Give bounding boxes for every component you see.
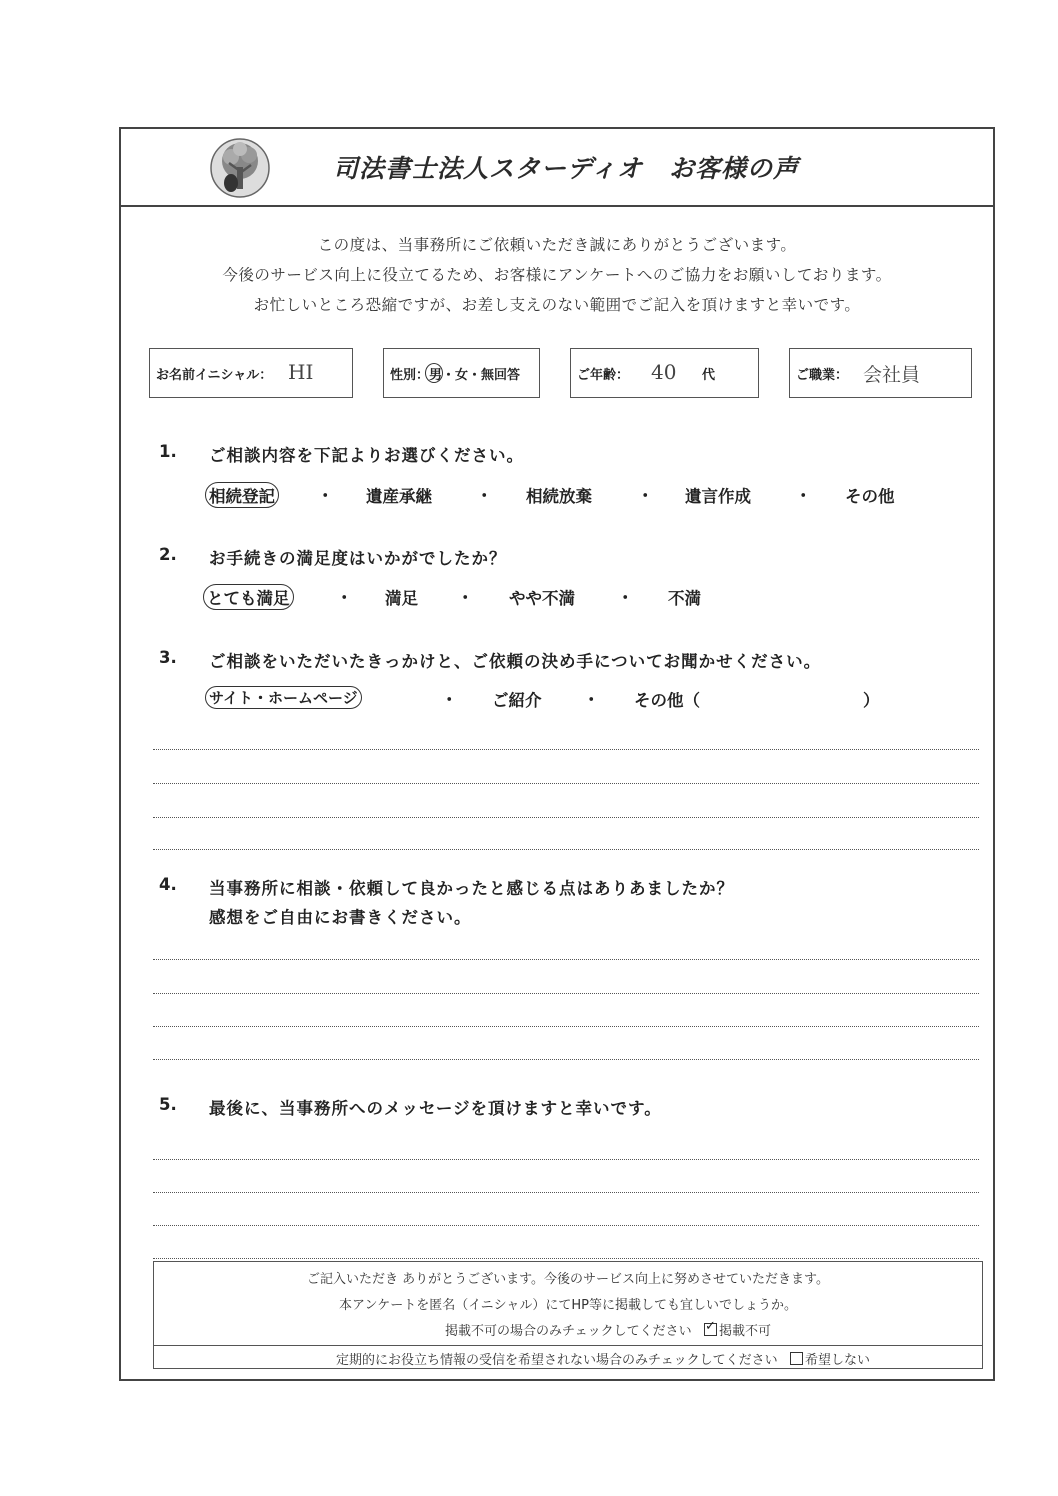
separator: ・ (441, 690, 458, 709)
consent-box (153, 1261, 983, 1369)
q5-text: 最後に、当事務所へのメッセージを頂けますと幸いです。 (209, 1099, 662, 1118)
no-publish-label: 掲載不可 (719, 1324, 772, 1339)
separator: ・ (795, 486, 812, 505)
footer-publish-instruction: 掲載不可の場合のみチェックしてください (444, 1324, 692, 1339)
age-label: ご年齢： (577, 367, 630, 383)
footer-publish-question: 本アンケートを匿名（イニシャル）にてHP等に掲載しても宜しいでしょうか。 (338, 1298, 798, 1313)
q1-option-3[interactable]: 相続放棄 (526, 487, 592, 506)
q2-option-3[interactable]: やや不満 (509, 589, 575, 608)
intro-line-1: この度は、当事務所にご依頼いただき誠にありがとうございます。 (317, 236, 797, 254)
separator: ・ (617, 588, 634, 607)
footer-publish-row (154, 1320, 982, 1339)
q1-option-4[interactable]: 遺言作成 (685, 487, 751, 506)
form-title: 司法書士法人スターディオ お客様の声 (333, 154, 800, 183)
q3-number: 3. (159, 648, 177, 667)
q2-option-4[interactable]: 不満 (668, 589, 701, 608)
q4-text-2: 感想をご自由にお書きください。 (209, 908, 472, 927)
q2-option-2[interactable]: 満足 (385, 589, 418, 608)
answer-line[interactable] (153, 993, 979, 994)
separator: ・ (317, 486, 334, 505)
q2-text: お手続きの満足度はいかがでしたか？ (209, 549, 507, 568)
q3-option-3[interactable]: その他（ (634, 691, 700, 710)
answer-line[interactable] (153, 817, 979, 818)
job-value: 会社員 (863, 364, 921, 386)
q3-option-1[interactable]: サイト・ホームページ (205, 686, 362, 709)
initial-field[interactable] (149, 348, 353, 398)
answer-line[interactable] (153, 849, 979, 850)
gender-selected-circle (425, 363, 443, 383)
answer-line[interactable] (153, 1258, 979, 1259)
separator: ・ (476, 486, 493, 505)
q4-text: 当事務所に相談・依頼して良かったと感じる点はありあましたか？ (209, 879, 734, 898)
q3-option-close: ） (863, 691, 880, 710)
answer-line[interactable] (153, 959, 979, 960)
q1-option-1[interactable]: 相続登記 (205, 482, 279, 508)
age-suffix: 代 (702, 368, 716, 383)
answer-line[interactable] (153, 783, 979, 784)
footer-thanks: ご記入いただき ありがとうございます。今後のサービス向上に努めさせていただきます。 (306, 1272, 830, 1287)
q1-text: ご相談内容を下記よりお選びください。 (209, 446, 524, 465)
answer-line[interactable] (153, 1159, 979, 1160)
q2-option-1[interactable]: とても満足 (203, 584, 294, 610)
q3-option-2[interactable]: ご紹介 (492, 691, 542, 710)
no-publish-checkbox[interactable] (704, 1323, 717, 1336)
form-header (121, 129, 993, 207)
initial-label: お名前イニシャル： (156, 367, 273, 383)
separator: ・ (336, 588, 353, 607)
answer-line[interactable] (153, 1225, 979, 1226)
q1-option-2[interactable]: 遺産承継 (366, 487, 432, 506)
footer-divider (154, 1345, 982, 1346)
separator: ・ (457, 588, 474, 607)
no-newsletter-checkbox[interactable] (790, 1352, 803, 1365)
footer-newsletter-instruction: 定期的にお役立ち情報の受信を希望されない場合のみチェックしてください (335, 1353, 778, 1368)
footer-newsletter-row (154, 1349, 982, 1368)
survey-form (119, 127, 995, 1381)
separator: ・ (583, 690, 600, 709)
answer-line[interactable] (153, 1192, 979, 1193)
intro-line-2: 今後のサービス向上に役立てるため、お客様にアンケートへのご協力をお願いしております。 (222, 266, 892, 284)
age-value: 40 (651, 360, 677, 384)
intro-line-3: お忙しいところ恐縮ですが、お差し支えのない範囲でご記入を頂けますと幸いです。 (253, 296, 861, 314)
q5-number: 5. (159, 1095, 177, 1114)
answer-line[interactable] (153, 1026, 979, 1027)
gender-field[interactable] (383, 348, 540, 398)
q1-option-5[interactable]: その他 (845, 487, 895, 506)
answer-line[interactable] (153, 749, 979, 750)
no-newsletter-label: 希望しない (805, 1353, 871, 1368)
initial-value: HI (288, 360, 314, 384)
q1-number: 1. (159, 442, 177, 461)
job-label: ご職業： (796, 367, 849, 383)
tree-logo-icon (209, 137, 271, 199)
separator: ・ (637, 486, 654, 505)
q3-text: ご相談をいただいたきっかけと、ご依頼の決め手についてお聞かせください。 (209, 652, 822, 671)
answer-line[interactable] (153, 1059, 979, 1060)
gender-label: 性別：男・女・無回答 (390, 367, 521, 383)
q4-number: 4. (159, 875, 177, 894)
age-field[interactable] (570, 348, 759, 398)
q2-number: 2. (159, 545, 177, 564)
job-field[interactable] (789, 348, 972, 398)
